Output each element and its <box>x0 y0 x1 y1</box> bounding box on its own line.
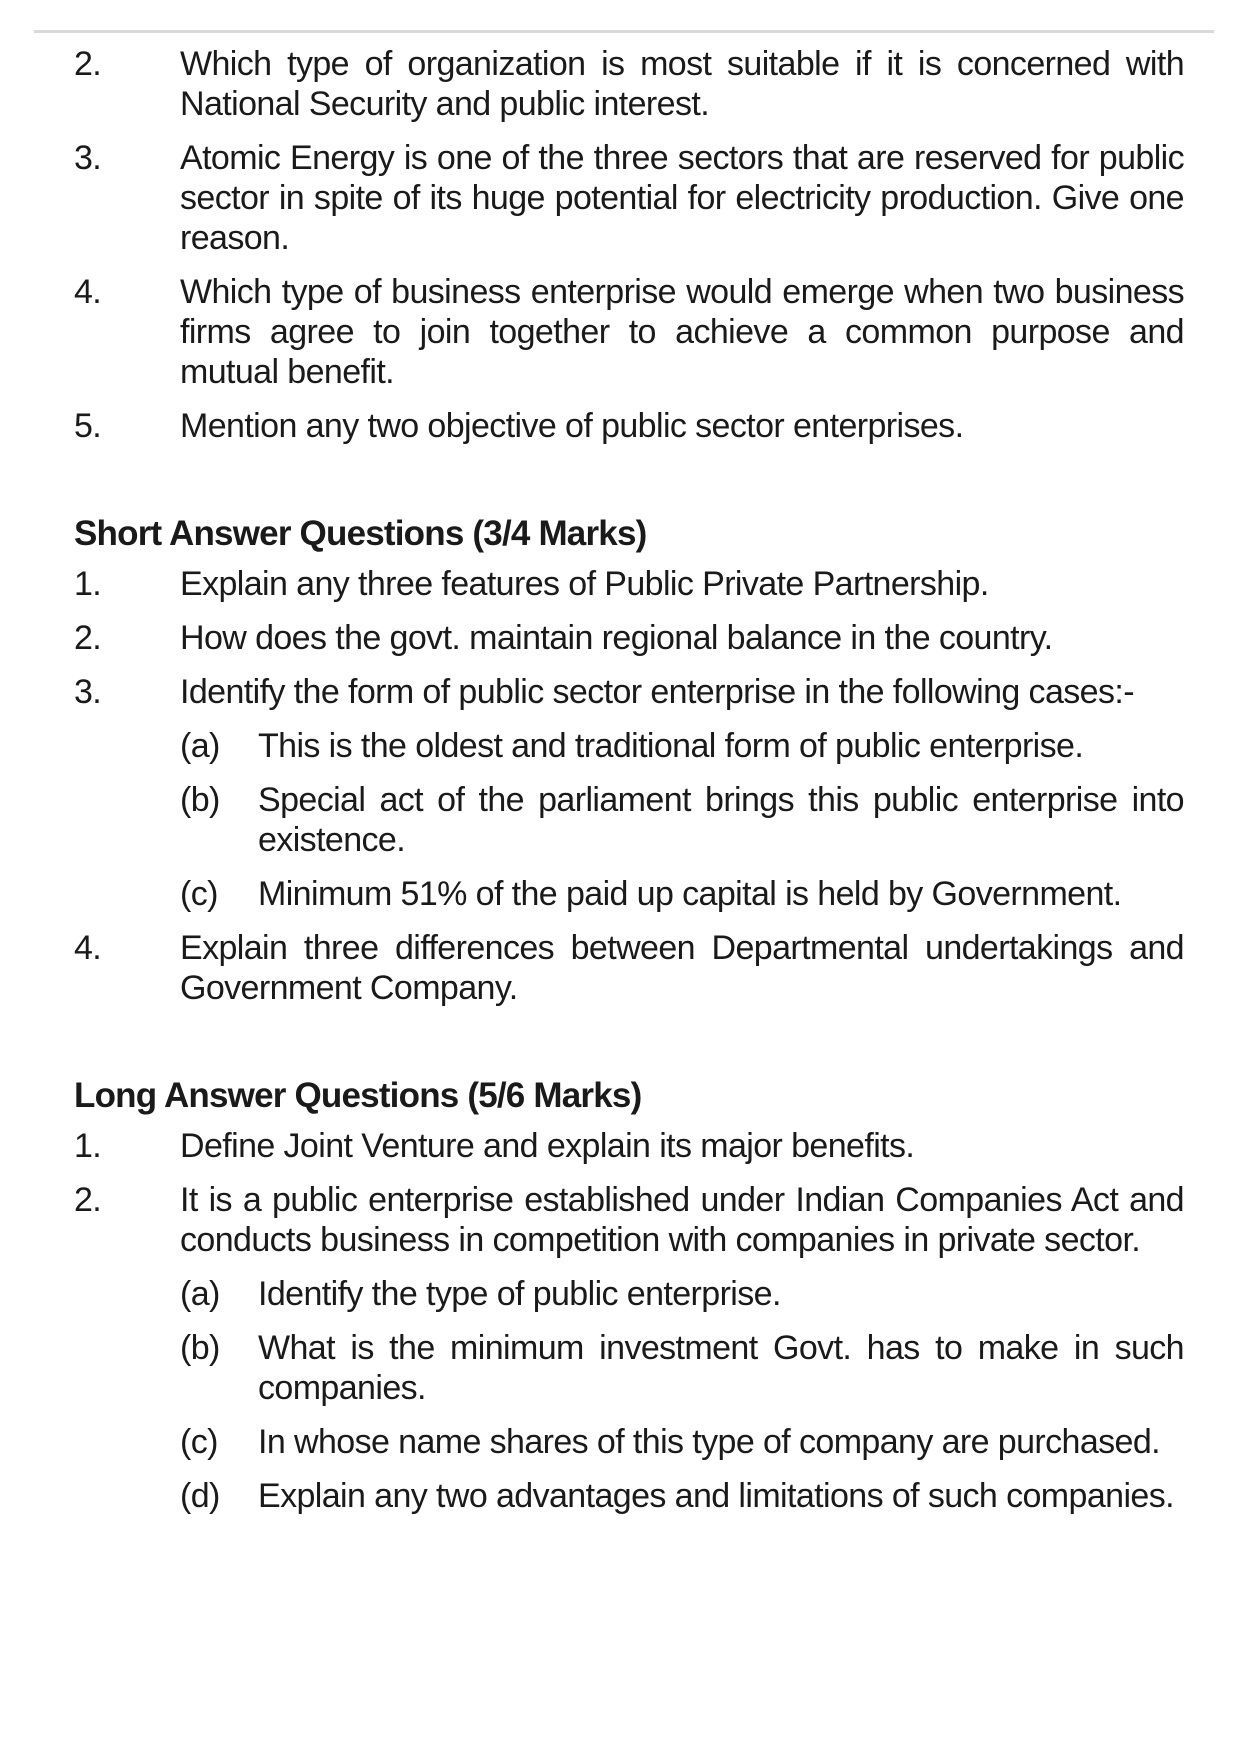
question-item <box>74 44 1184 124</box>
sub-question-item <box>74 1422 1184 1462</box>
question-text: Explain any three features of Public Private Partnership. <box>180 565 989 603</box>
question-text: Define Joint Venture and explain its major benefits. <box>180 1127 915 1165</box>
short-answer-heading: Short Answer Questions (3/4 Marks) <box>74 514 647 553</box>
question-item <box>74 928 1184 1008</box>
sub-question-label: (a) <box>180 727 220 765</box>
sub-question-item <box>74 1274 1184 1314</box>
sub-question-text: This is the oldest and traditional form of public enterprise. <box>258 727 1084 765</box>
sub-question-item <box>74 1328 1184 1408</box>
sub-question-label: (b) <box>180 1329 220 1367</box>
sub-question-item <box>74 780 1184 860</box>
question-number: 4. <box>74 929 102 967</box>
question-item <box>74 1126 1184 1166</box>
question-text: How does the govt. maintain regional balance in the country. <box>180 619 1053 657</box>
question-number: 1. <box>74 565 102 603</box>
question-text: It is a public enterprise established under Indian Companies Act and conducts business in competition with companies in private sector. <box>180 1181 1184 1259</box>
question-text: Identify the form of public sector enterprise in the following cases:- <box>180 673 1134 711</box>
question-text: Mention any two objective of public sector enterprises. <box>180 407 964 445</box>
question-number: 3. <box>74 139 102 177</box>
sub-question-label: (b) <box>180 781 220 819</box>
question-number: 2. <box>74 619 102 657</box>
sub-question-label: (c) <box>180 1423 218 1461</box>
sub-question-item <box>74 1476 1184 1516</box>
question-item <box>74 1180 1184 1260</box>
question-number: 3. <box>74 673 102 711</box>
sub-question-item <box>74 726 1184 766</box>
top-divider <box>34 30 1214 33</box>
sub-question-label: (d) <box>180 1477 220 1515</box>
question-number: 2. <box>74 1181 102 1219</box>
question-text: Explain three differences between Departmental undertakings and Government Company. <box>180 929 1184 1007</box>
long-answer-heading: Long Answer Questions (5/6 Marks) <box>74 1076 642 1115</box>
sub-question-text: Identify the type of public enterprise. <box>258 1275 781 1313</box>
document-page <box>74 44 1184 1530</box>
question-number: 5. <box>74 407 102 445</box>
question-item <box>74 672 1184 712</box>
question-item <box>74 564 1184 604</box>
question-number: 4. <box>74 273 102 311</box>
question-item <box>74 272 1184 392</box>
question-item <box>74 406 1184 446</box>
sub-question-label: (a) <box>180 1275 220 1313</box>
sub-question-label: (c) <box>180 875 218 913</box>
sub-question-item <box>74 874 1184 914</box>
question-text: Which type of organization is most suitable if it is concerned with National Security and public interest. <box>180 45 1184 123</box>
sub-question-text: Minimum 51% of the paid up capital is held by Government. <box>258 875 1122 913</box>
sub-question-text: Explain any two advantages and limitations of such companies. <box>258 1477 1174 1515</box>
sub-question-text: What is the minimum investment Govt. has to make in such companies. <box>258 1329 1184 1407</box>
question-number: 1. <box>74 1127 102 1165</box>
question-text: Which type of business enterprise would emerge when two business firms agree to join together to achieve a common purpose and mutual benefit. <box>180 273 1184 391</box>
question-item <box>74 618 1184 658</box>
sub-question-text: In whose name shares of this type of company are purchased. <box>258 1423 1161 1461</box>
question-number: 2. <box>74 45 102 83</box>
question-item <box>74 138 1184 258</box>
question-text: Atomic Energy is one of the three sectors that are reserved for public sector in spite of its huge potential for electricity production. Give one reason. <box>180 139 1184 257</box>
sub-question-text: Special act of the parliament brings this public enterprise into existence. <box>258 781 1184 859</box>
